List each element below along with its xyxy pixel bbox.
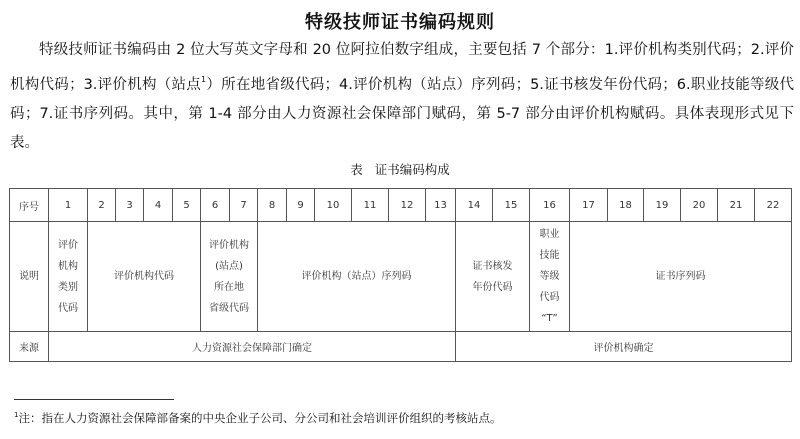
footnote-mark: 1: [14, 411, 19, 419]
source-hrss-department: 人力资源社会保障部门确定: [49, 332, 456, 362]
desc-org-code: 评价机构代码: [88, 222, 201, 332]
position-cell: 17: [570, 189, 608, 222]
table-caption-text: 证书编码构成: [374, 162, 450, 177]
row-label-description: 说明: [10, 222, 49, 332]
row-label-source: 来源: [10, 332, 49, 362]
position-cell: 8: [258, 189, 287, 222]
footnote-text: 注：指在人力资源社会保障部备案的中央企业子公司、分公司和社会培训评价组织的考核站点。: [18, 411, 502, 425]
table-row-descriptions: [10, 222, 792, 332]
position-cell: 11: [352, 189, 389, 222]
table-row-sources: [10, 332, 792, 362]
row-label-sequence: 序号: [10, 189, 49, 222]
desc-issue-year-code: 证书核发 年份代码: [456, 222, 530, 332]
footnote: [14, 410, 501, 426]
position-cell: 16: [530, 189, 570, 222]
paragraph-part1: 特级技师证书编码由 2 位大写英文字母和 20 位阿拉伯数字组成，主要包括 7 个部分：1.评价机构类别代码；2.评价机构代码；3.评价机构（站点: [10, 42, 794, 93]
table-row-positions: [10, 189, 792, 222]
position-cell: 1: [49, 189, 88, 222]
certificate-code-table: [9, 188, 792, 362]
source-evaluation-org: 评价机构确定: [456, 332, 792, 362]
table-caption: [0, 160, 800, 178]
position-cell: 12: [389, 189, 426, 222]
document-title: 特级技师证书编码规则: [305, 12, 495, 33]
footnote-divider: [14, 399, 174, 400]
position-cell: 18: [608, 189, 644, 222]
position-cell: 10: [315, 189, 352, 222]
position-cell: 6: [201, 189, 230, 222]
position-cell: 21: [718, 189, 755, 222]
position-cell: 14: [456, 189, 493, 222]
position-cell: 20: [681, 189, 718, 222]
intro-paragraph: [10, 36, 794, 158]
desc-org-category-code: 评价机构类别代码: [49, 222, 88, 332]
position-cell: 2: [88, 189, 116, 222]
position-cell: 19: [644, 189, 681, 222]
position-cell: 22: [755, 189, 792, 222]
position-cell: 3: [116, 189, 144, 222]
position-cell: 9: [287, 189, 315, 222]
position-cell: 15: [493, 189, 530, 222]
position-cell: 5: [173, 189, 201, 222]
position-cell: 13: [426, 189, 456, 222]
table-caption-prefix: 表: [350, 162, 363, 177]
desc-province-code: 评价机构 (站点) 所在地 省级代码: [201, 222, 258, 332]
desc-certificate-serial: 证书序列码: [570, 222, 792, 332]
footnote-reference: 1: [201, 75, 207, 84]
desc-skill-level-code: 职业 技能 等级 代码 “T”: [530, 222, 570, 332]
position-cell: 4: [144, 189, 173, 222]
paragraph-part2: ）所在地省级代码；4.评价机构（站点）序列码；5.证书核发年份代码；6.职业技能等级代码；7.证书序列码。其中，第 1-4 部分由人力资源社会保障部门赋码，第 5-7 部分由评价机构赋码。具体表现形式见下表。: [10, 77, 795, 151]
desc-site-serial-code: 评价机构（站点）序列码: [258, 222, 456, 332]
position-cell: 7: [230, 189, 258, 222]
